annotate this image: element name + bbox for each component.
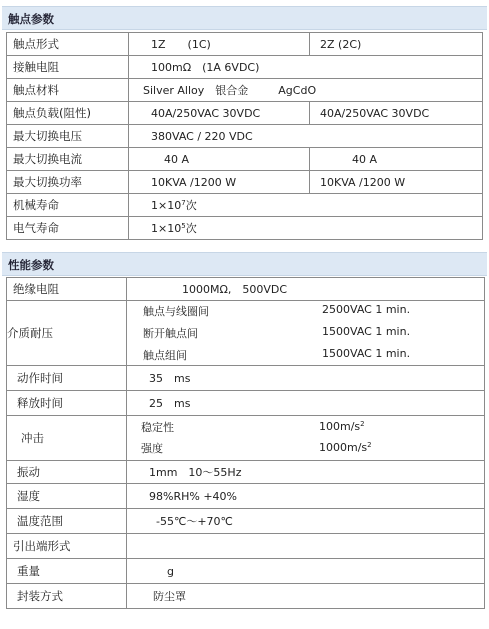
contact-section-header [2,6,487,30]
row-label: 接触电阻 [7,56,129,79]
table-row [7,416,485,461]
row-label: 最大切换功率 [7,171,129,194]
list-item-value: $100m/s^2$ [319,420,365,433]
row-label: 绝缘电阻 [7,278,127,301]
table-row [7,391,485,416]
dielectric-list [127,301,484,365]
performance-section-header [2,252,487,276]
row-value-2: 2Z (2C) [310,33,483,56]
row-value [127,534,485,559]
list-item: 触点与线圈间 [143,305,209,318]
row-value: $1\times 10^7$次 [129,194,483,217]
table-row [7,301,485,366]
performance-section-title: 性能参数 [8,258,54,272]
row-value: 40A/250VAC 30VDC [129,102,310,125]
row-value: 1Z (1C) [129,33,310,56]
list-item-value: 1500VAC 1 min. [322,325,411,338]
row-value [129,79,483,102]
table-row [7,194,483,217]
table-row [7,217,483,240]
row-label: 最大切换电流 [7,148,129,171]
row-label: 湿度 [7,484,127,509]
list-item: 稳定性 [141,421,174,434]
table-row [7,102,483,125]
row-label: 重量 [7,559,127,584]
material-value-2: AgCdO [278,84,317,97]
row-label: 触点材料 [7,79,129,102]
table-row [7,33,483,56]
table-row [7,509,485,534]
row-value: $1\times 10^5$次 [129,217,483,240]
shock-list [127,416,484,460]
row-label: 封装方式 [7,584,127,609]
contact-section-title: 触点参数 [8,12,54,26]
material-value: Silver Alloy 银合金 [143,84,249,97]
row-value: 防尘罩 [127,584,485,609]
row-value: -55℃～+70℃ [127,509,485,534]
contact-table [6,32,483,240]
list-item: 断开触点间 [143,327,198,340]
row-value-2: 10KVA /1200 W [310,171,483,194]
row-value-2: 40A/250VAC 30VDC [310,102,483,125]
row-label: 触点负载(阻性) [7,102,129,125]
row-label: 冲击 [7,416,127,461]
table-row [7,366,485,391]
table-row [7,125,483,148]
list-item-value: 2500VAC 1 min. [322,303,411,316]
table-row [7,534,485,559]
row-label: 电气寿命 [7,217,129,240]
row-label: 释放时间 [7,391,127,416]
row-value: 98%RH% +40% [127,484,485,509]
row-label: 动作时间 [7,366,127,391]
list-item-value: 1500VAC 1 min. [322,347,411,360]
row-value-2: 40 A [310,148,483,171]
row-value: 380VAC / 220 VDC [129,125,483,148]
row-value: g [127,559,485,584]
table-row [7,148,483,171]
row-value: 100mΩ (1A 6VDC) [129,56,483,79]
row-label: 引出端形式 [7,534,127,559]
row-label: 温度范围 [7,509,127,534]
row-value: 25 ms [127,391,485,416]
table-row [7,484,485,509]
row-label: 触点形式 [7,33,129,56]
table-row [7,584,485,609]
row-value: 35 ms [127,366,485,391]
table-row [7,171,483,194]
table-row [7,278,485,301]
table-row [7,461,485,484]
table-row [7,559,485,584]
list-item: 强度 [141,442,163,455]
row-value: 10KVA /1200 W [129,171,310,194]
table-row [7,79,483,102]
performance-table [6,277,485,609]
row-label: 机械寿命 [7,194,129,217]
table-row [7,56,483,79]
row-label: 振动 [7,461,127,484]
row-value: 1000MΩ, 500VDC [127,278,485,301]
list-item: 触点组间 [143,349,187,362]
row-value: 40 A [129,148,310,171]
row-label: 介质耐压 [7,301,127,366]
row-value: 1mm 10～55Hz [127,461,485,484]
row-label: 最大切换电压 [7,125,129,148]
list-item-value: $1000m/s^2$ [319,441,372,454]
